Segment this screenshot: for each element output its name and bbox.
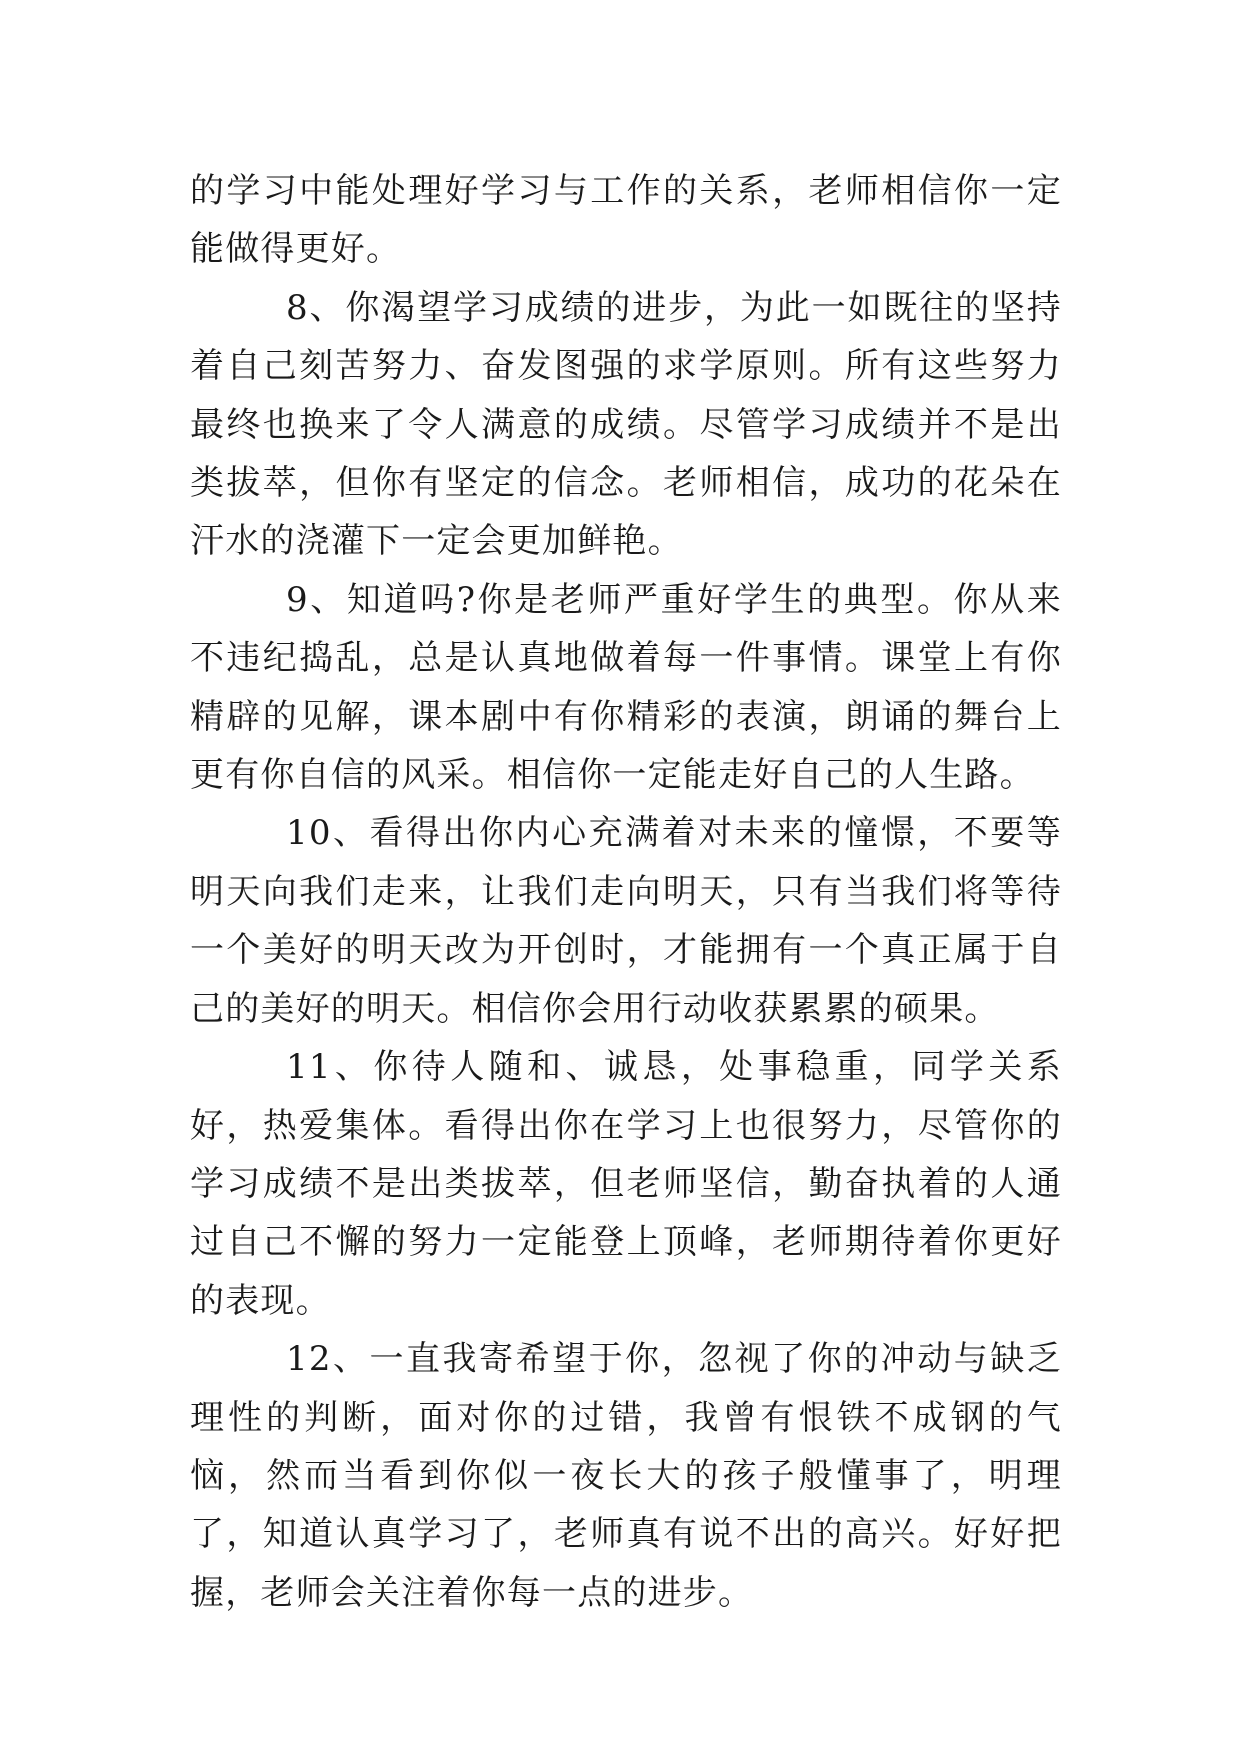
paragraph-continuation: 的学习中能处理好学习与工作的关系，老师相信你一定能做得更好。 — [190, 171, 1062, 270]
paragraph-9: 9、知道吗?你是老师严重好学生的典型。你从来不违纪捣乱，总是认真地做着每一件事情。课堂上有你精辟的见解，课本剧中有你精彩的表演，朗诵的舞台上更有你自信的风采。相信你一定能走好自己的人生路。 — [190, 579, 1062, 796]
document-body — [190, 162, 1062, 1622]
paragraph-11: 11、你待人随和、诚恳，处事稳重，同学关系好，热爱集体。看得出你在学习上也很努力，尽管你的学习成绩不是出类拔萃，但老师坚信，勤奋执着的人通过自己不懈的努力一定能登上顶峰，老师期待着你更好的表现。 — [190, 1047, 1062, 1321]
paragraph-10: 10、看得出你内心充满着对未来的憧憬，不要等明天向我们走来，让我们走向明天，只有当我们将等待一个美好的明天改为开创时，才能拥有一个真正属于自己的美好的明天。相信你会用行动收获累累的硕果。 — [190, 813, 1062, 1029]
paragraph-8: 8、你渴望学习成绩的进步，为此一如既往的坚持着自己刻苦努力、奋发图强的求学原则。所有这些努力最终也换来了令人满意的成绩。尽管学习成绩并不是出类拔萃，但你有坚定的信念。老师相信，成功的花朵在汗水的浇灌下一定会更加鲜艳。 — [190, 287, 1062, 562]
paragraph-12: 12、一直我寄希望于你，忽视了你的冲动与缺乏理性的判断，面对你的过错，我曾有恨铁不成钢的气恼，然而当看到你似一夜长大的孩子般懂事了，明理了，知道认真学习了，老师真有说不出的高兴。好好把握，老师会关注着你每一点的进步。 — [190, 1339, 1062, 1613]
